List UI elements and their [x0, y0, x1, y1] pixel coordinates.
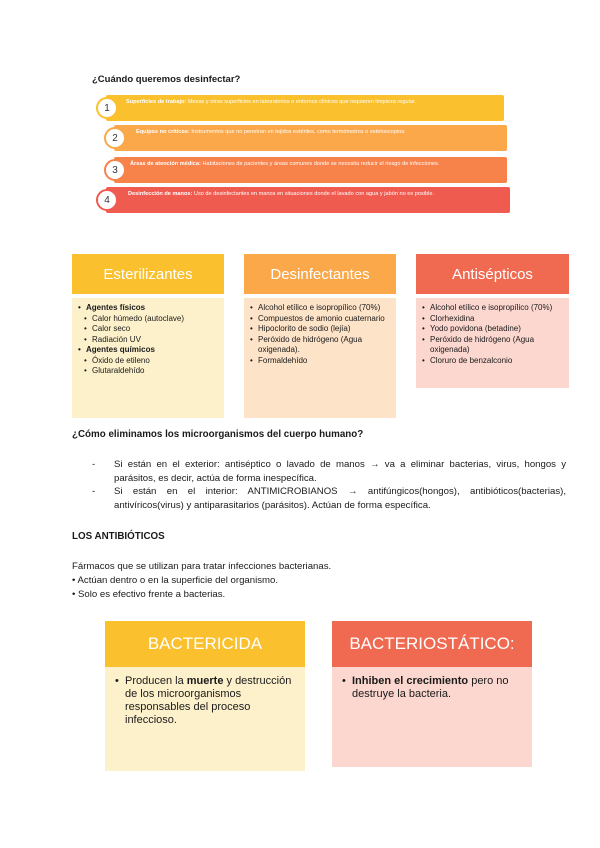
card-bactericida-title: BACTERICIDA: [105, 621, 305, 667]
step-number-1: 1: [96, 97, 118, 119]
card-bacteriostatico: [332, 621, 532, 767]
step-title-3: Áreas de atención médica:: [130, 161, 201, 167]
step-number-4: 4: [96, 189, 118, 211]
paragraph-line: Fármacos que se utilizan para tratar infecciones bacterianas.: [72, 561, 332, 572]
card-antisepticos-title: Antisépticos: [416, 254, 569, 294]
step-text-4: Uso de desinfectantes en manos en situaciones donde el lavado con agua y jabón no es posible.: [193, 191, 434, 197]
card-desinfectantes-body: [244, 298, 396, 418]
list-item: • Cloruro de benzalconio: [422, 356, 563, 367]
list-item: • Clorhexidina: [422, 314, 563, 325]
list-item: [115, 675, 295, 727]
step-bar-4: [106, 187, 510, 213]
list-item: • Yodo povidona (betadine): [422, 324, 563, 335]
section-eliminamos-title: ¿Cómo eliminamos los microorganismos del cuerpo humano?: [72, 429, 364, 440]
text-segment: Producen la: [125, 675, 187, 687]
antibioticos-text: [72, 560, 331, 602]
card-bacteriostatico-title: BACTERIOSTÁTICO:: [332, 621, 532, 667]
list-item: • Calor húmedo (autoclave): [78, 314, 218, 325]
step-text-2: Instrumentos que no penetran en tejidos estériles, como termómetros o estetoscopios.: [191, 129, 406, 135]
list-item: [342, 675, 522, 701]
bold-text: Inhiben el crecimiento: [352, 675, 469, 687]
step-number-2: 2: [104, 127, 126, 149]
dash-marker: -: [92, 486, 96, 497]
text-segment: y destrucción de los microorganismos responsables del proceso infeccioso.: [125, 675, 292, 726]
step-text-1: Mesas y otras superficies en laboratorios o entornos clínicos que requieren limpieza regular.: [187, 99, 417, 105]
list-item: • Compuestos de amonio cuaternario: [250, 314, 390, 325]
section-antibioticos-title: LOS ANTIBIÓTICOS: [72, 531, 165, 542]
bold-text: muerte: [186, 675, 224, 687]
step-title-2: Equipos no críticos:: [136, 129, 190, 135]
step-text-3: Habitaciones de pacientes y áreas comunes donde se necesita reducir el riesgo de infecciones.: [202, 161, 440, 167]
list-item: • Formaldehído: [250, 356, 390, 367]
card-desinfectantes-title: Desinfectantes: [244, 254, 396, 294]
paragraph-line: • Solo es efectivo frente a bacterias.: [72, 589, 226, 600]
step-title-4: Desinfección de manos:: [128, 191, 193, 197]
card-bacteriostatico-body: [332, 667, 532, 767]
card-bactericida-body: [105, 667, 305, 771]
card-esterilizantes: [72, 254, 224, 418]
card-antisepticos: [416, 254, 569, 388]
list-item: • Agentes físicos: [78, 303, 218, 314]
list-item: • Peróxido de hidrógeno (Agua oxigenada): [422, 335, 563, 356]
list-item: [92, 485, 566, 512]
text-segment: pero no destruye la bacteria.: [352, 675, 509, 700]
list-item: • Alcohol etílico e isopropílico (70%): [422, 303, 563, 314]
paragraph-line: • Actúan dentro o en la superficie del organismo.: [72, 575, 279, 586]
list-item: • Alcohol etílico e isopropílico (70%): [250, 303, 390, 314]
step-bar-1: [106, 95, 504, 121]
list-item: • Glutaraldehído: [78, 366, 218, 377]
list-item: • Radiación UV: [78, 335, 218, 346]
section-desinfectar-title: ¿Cuándo queremos desinfectar?: [92, 74, 241, 85]
list-item: • Peróxido de hidrógeno (Agua oxigenada).: [250, 335, 390, 356]
step-bar-2: [114, 125, 507, 151]
dash-marker: -: [92, 459, 96, 470]
list-item-text: Si están en el interior: ANTIMICROBIANOS → antifúngicos(hongos), antibióticos(bacterias), antivíricos(virus) y antiparasitarios (parásitos). Actúan de forma específica.: [114, 486, 566, 511]
step-title-1: Superficies de trabajo:: [126, 99, 187, 105]
list-item: [92, 458, 566, 485]
list-item-text: Si están en el exterior: antiséptico o lavado de manos → va a eliminar bacterias, virus, hongos y parásitos, es decir, actúa de forma inespecífica.: [114, 459, 566, 484]
list-item: • Agentes químicos: [78, 345, 218, 356]
eliminamos-list: [92, 458, 566, 512]
list-item: • Hipoclorito de sodio (lejía): [250, 324, 390, 335]
card-esterilizantes-body: [72, 298, 224, 418]
step-bar-3: [114, 157, 507, 183]
card-bactericida: [105, 621, 305, 771]
list-item: • Calor seco: [78, 324, 218, 335]
card-esterilizantes-title: Esterilizantes: [72, 254, 224, 294]
list-item: • Óxido de etileno: [78, 356, 218, 367]
card-antisepticos-body: [416, 298, 569, 388]
step-number-3: 3: [104, 159, 126, 181]
card-desinfectantes: [244, 254, 396, 418]
